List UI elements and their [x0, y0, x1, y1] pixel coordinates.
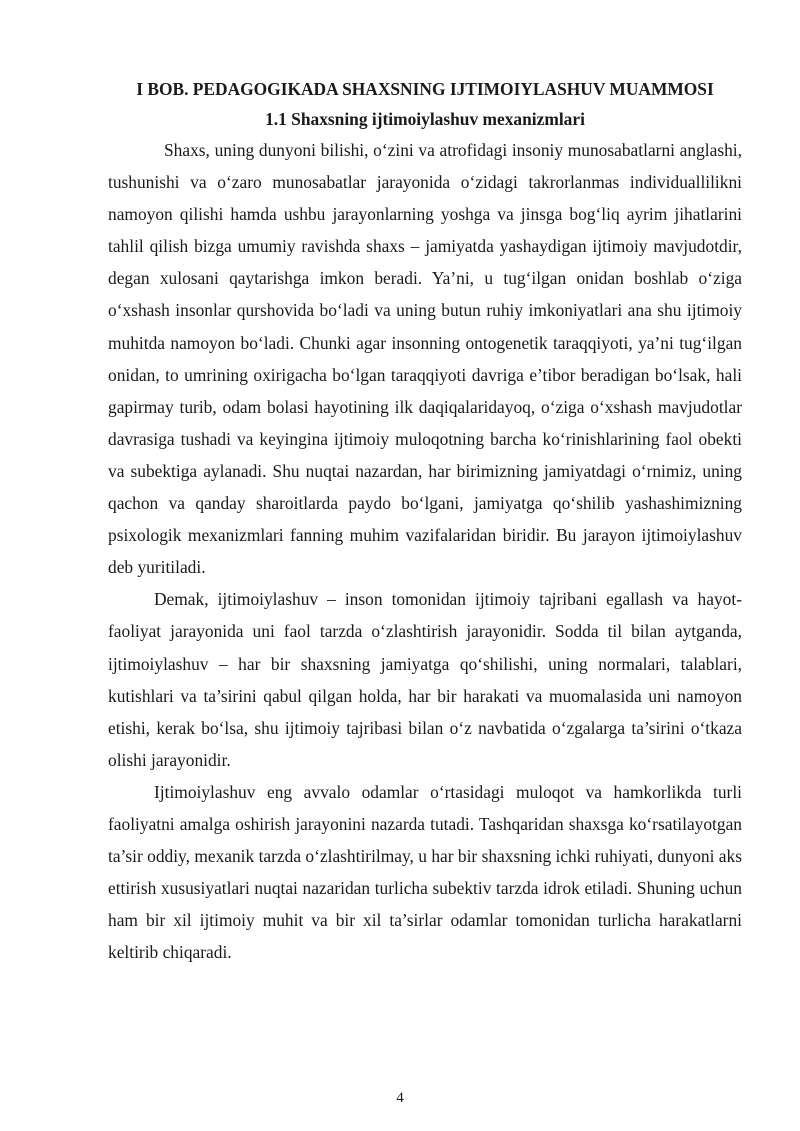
paragraph-1: Shaxs, uning dunyoni bilishi, o‘zini va atrofidagi insoniy munosabatlarni anglashi, tushunishi va o‘zaro munosabatlar jarayonida o‘zidagi takrorlanmas individuallilikni namoyon qilishi hamda ushbu jarayonlarning yoshga va jinsga bog‘liq ayrim jihatlarini tahlil qilish bizga umumiy ravishda shaxs – jamiyatda yashaydigan ijtimoiy mavjudotdir, degan xulosani qaytarishga imkon beradi. Ya’ni, u tug‘ilgan onidan boshlab o‘ziga o‘xshash insonlar qurshovida bo‘ladi va uning butun ruhiy imkoniyatlari ana shu ijtimoiy muhitda namoyon bo‘ladi. Chunki agar insonning ontogenetik taraqqiyoti, ya’ni tug‘ilgan onidan, to umrining oxirigacha bo‘lgan taraqqiyoti davriga e’tibor beradigan bo‘lsak, hali gapirmay turib, odam bolasi hayotining ilk daqiqalaridayoq, o‘ziga o‘xshash mavjudotlar davrasiga tushadi va keyingina ijtimoiy muloqotning barcha ko‘rinishlarining faol obekti va subektiga aylanadi. Shu nuqtai nazardan, har birimizning jamiyatdagi o‘rnimiz, uning qachon va qanday sharoitlarda paydo bo‘lgani, jamiyatga qo‘shilib yashashimizning psixologik mexanizmlari fanning muhim vazifalaridan biridir. Bu jarayon ijtimoiylashuv deb yuritiladi.	[108, 140, 742, 578]
chapter-title: I BOB. PEDAGOGIKADA SHAXSNING IJTIMOIYLASHUV MUAMMOSI	[136, 79, 714, 99]
paragraph-2: Demak, ijtimoiylashuv – inson tomonidan ijtimoiy tajribani egallash va hayot-faoliyat jarayonida uni faol tarzda o‘zlashtirish jarayonidir. Sodda til bilan aytganda, ijtimoiylashuv – har bir shaxsning jamiyatga qo‘shilishi, uning normalari, talablari, kutishlari va ta’sirini qabul qilgan holda, har bir harakati va muomalasida uni namoyon etishi, kerak bo‘lsa, shu ijtimoiy tajribasi bilan o‘z navbatida o‘zgalarga ta’sirini o‘tkaza olishi jarayonidir.	[108, 589, 742, 770]
paragraph-3: Ijtimoiylashuv eng avvalo odamlar o‘rtasidagi muloqot va hamkorlikda turli faoliyatni amalga oshirish jarayonini nazarda tutadi. Tashqaridan shaxsga ko‘rsatilayotgan ta’sir oddiy, mexanik tarzda o‘zlashtirilmay, u har bir shaxsning ichki ruhiyati, dunyoni aks ettirish xususiyatlari nuqtai nazaridan turlicha subektiv tarzda idrok etiladi. Shuning uchun ham bir xil ijtimoiy muhit va bir xil ta’sirlar odamlar tomonidan turlicha harakatlarni keltirib chiqaradi.	[108, 781, 742, 963]
section-title: 1.1 Shaxsning ijtimoiylashuv mexanizmlari	[265, 109, 585, 129]
page-number: 4	[396, 1090, 404, 1106]
document-page	[108, 62, 742, 968]
